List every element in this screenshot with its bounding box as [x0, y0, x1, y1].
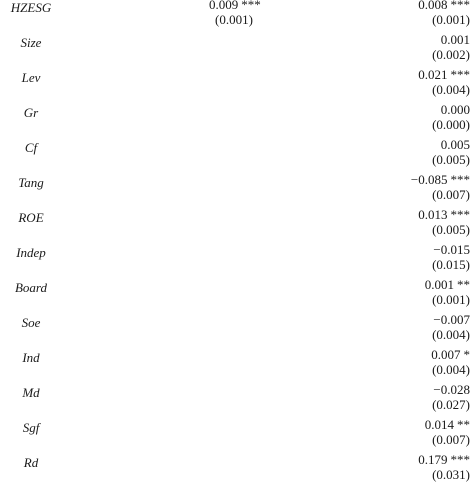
model2-significance: **	[457, 277, 470, 292]
model2-std-error: (0.007)	[432, 432, 470, 447]
model2-coefficient: 0.179 ***	[418, 452, 470, 467]
table-row-md	[0, 379, 474, 414]
variable-name: Tang	[18, 175, 44, 190]
variable-name: Cf	[24, 140, 38, 155]
model2-significance: ***	[450, 207, 470, 222]
model2-std-error: (0.004)	[432, 82, 470, 97]
variable-name: Sgf	[22, 420, 40, 435]
model1-significance: ***	[241, 0, 261, 12]
variable-name: ROE	[18, 210, 44, 225]
model2-coefficient: 0.008 ***	[370, 0, 470, 12]
table-row-cf	[0, 134, 474, 169]
variable-name: Rd	[23, 455, 39, 470]
model2-coefficient: −0.007	[433, 312, 470, 327]
model2-std-error: (0.007)	[432, 187, 470, 202]
table-row-ind	[0, 344, 474, 379]
variable-name: Gr	[23, 105, 39, 120]
variable-name: Board	[14, 280, 48, 295]
variable-name: Lev	[21, 70, 41, 85]
model2-coefficient: 0.013 ***	[418, 207, 470, 222]
model2-coefficient: 0.005	[440, 137, 470, 152]
model2-std-error: (0.004)	[432, 362, 470, 377]
model2-significance: ***	[450, 172, 470, 187]
table-row-roe	[0, 204, 474, 239]
variable-name: Ind	[22, 350, 40, 365]
model2-std-error: (0.001)	[432, 12, 470, 27]
model1-coefficient: 0.009 ***	[209, 0, 271, 12]
model2-std-error: (0.000)	[432, 117, 470, 132]
model2-coefficient: 0.001 **	[424, 277, 470, 292]
model2-significance: *	[463, 347, 470, 362]
table-row-board	[0, 274, 474, 309]
model2-std-error: (0.031)	[432, 467, 470, 482]
model2-std-error: (0.005)	[432, 152, 470, 167]
model2-coefficient: 0.021 ***	[418, 67, 470, 82]
model2-coefficient: 0.000	[440, 102, 470, 117]
model2-significance: ***	[450, 452, 470, 467]
table-row-soe	[0, 309, 474, 344]
variable-name: Indep	[16, 245, 46, 260]
variable-name: Size	[20, 35, 42, 50]
variable-name: HZESG	[10, 0, 52, 15]
table-row-gr	[0, 99, 474, 134]
model2-std-error: (0.001)	[432, 292, 470, 307]
model2-significance: ***	[450, 67, 470, 82]
model2-significance: ***	[450, 0, 470, 12]
model2-std-error: (0.015)	[432, 257, 470, 272]
model2-coefficient: 0.001	[440, 32, 470, 47]
table-row-indep	[0, 239, 474, 274]
model2-coefficient: 0.014 **	[424, 417, 470, 432]
table-row-tang	[0, 169, 474, 204]
table-row-lev	[0, 64, 474, 99]
model2-significance: **	[457, 417, 470, 432]
variable-name: Soe	[21, 315, 41, 330]
model1-std-error: (0.001)	[215, 12, 253, 27]
model2-std-error: (0.005)	[432, 222, 470, 237]
model2-coefficient: −0.015	[433, 242, 470, 257]
table-row-sgf	[0, 414, 474, 449]
model2-std-error: (0.002)	[432, 47, 470, 62]
table-row-hzesg	[0, 0, 474, 29]
variable-name: Md	[22, 385, 40, 400]
model2-coefficient: −0.085 ***	[410, 172, 470, 187]
table-row-size	[0, 29, 474, 64]
model2-coefficient: −0.028	[433, 382, 470, 397]
model2-std-error: (0.027)	[432, 397, 470, 412]
model2-std-error: (0.004)	[432, 327, 470, 342]
table-row-rd	[0, 449, 474, 484]
model2-coefficient: 0.007 *	[431, 347, 470, 362]
